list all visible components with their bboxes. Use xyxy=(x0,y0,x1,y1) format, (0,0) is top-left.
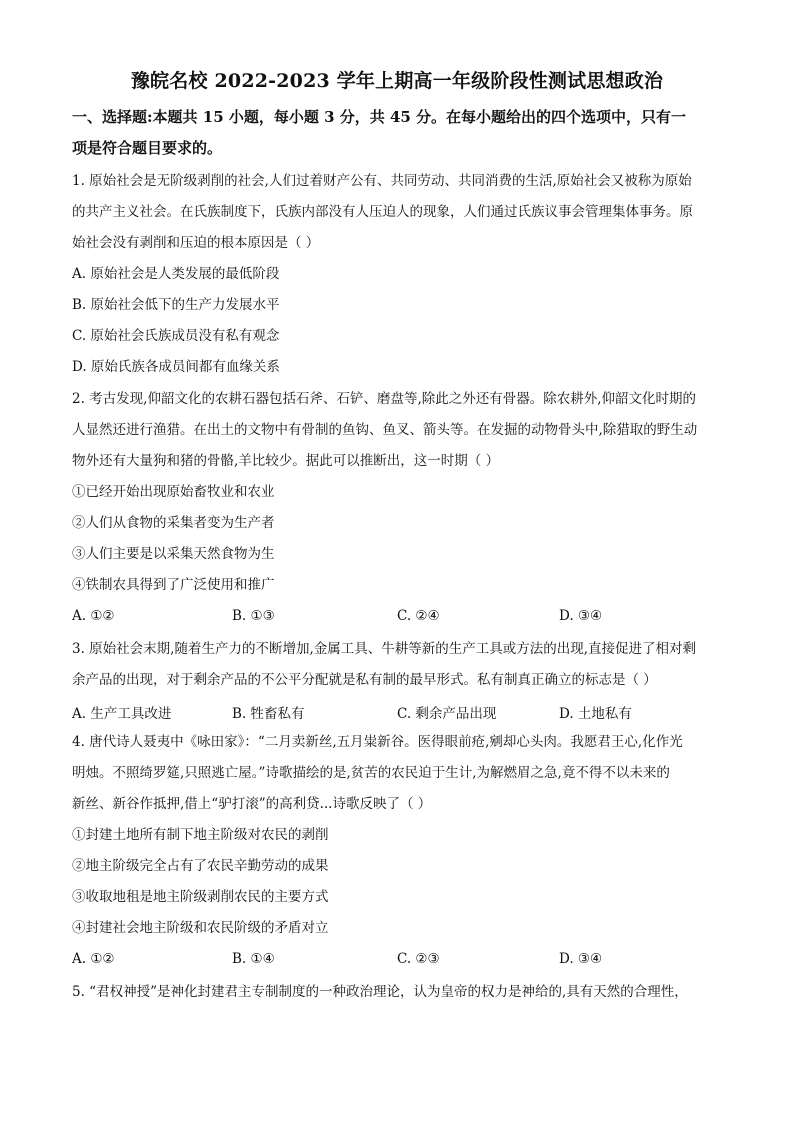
question-text: 余产品的出现，对于剩余产品的不公平分配就是私有制的最早形式。私有制真正确立的标志是（ ） xyxy=(72,672,657,688)
option-b: B. ①③ xyxy=(232,608,275,624)
statement-1: ①封建土地所有制下地主阶级对农民的剥削 xyxy=(72,827,329,843)
option-b: B. 原始社会低下的生产力发展水平 xyxy=(72,297,280,313)
question-text: 明烛。不照绮罗筵,只照逃亡屋。”诗歌描绘的是,贫苦的农民迫于生计,为解燃眉之急,竟不得不以未来的 xyxy=(72,765,670,781)
option-row xyxy=(72,702,732,720)
question-text: 新丝、新谷作抵押,借上“驴打滚”的高利贷...诗歌反映了（ ） xyxy=(72,796,432,812)
option-b: B. 牲畜私有 xyxy=(232,706,305,722)
statement-3: ③人们主要是以采集天然食物为生 xyxy=(72,546,275,562)
option-d: D. ③④ xyxy=(559,608,603,624)
section-heading-line: 项是符合题目要求的。 xyxy=(72,139,223,157)
option-row xyxy=(72,951,732,969)
option-d: D. 原始氏族各成员间都有血缘关系 xyxy=(72,359,280,375)
question-text: 人显然还进行渔猎。在出土的文物中有骨制的鱼钩、鱼叉、箭头等。在发掘的动物骨头中,除猎取的野生动 xyxy=(72,422,698,438)
question-text: 物外还有大量狗和猪的骨骼,羊比较少。据此可以推断出，这一时期（ ） xyxy=(72,453,500,469)
statement-4: ④铁制农具得到了广泛使用和推广 xyxy=(72,577,275,593)
statement-1: ①已经开始出现原始畜牧业和农业 xyxy=(72,484,275,500)
option-row xyxy=(72,608,732,626)
question-text: 1. 原始社会是无阶级剥削的社会,人们过着财产公有、共同劳动、共同消费的生活,原始社会又被称为原始 xyxy=(72,173,692,189)
question-text: 3. 原始社会末期,随着生产力的不断增加,金属工具、牛耕等新的生产工具或方法的出现,直接促进了相对剩 xyxy=(72,641,697,657)
option-a: A. 原始社会是人类发展的最低阶段 xyxy=(72,266,280,282)
option-c: C. 剩余产品出现 xyxy=(397,706,497,722)
option-c: C. 原始社会氏族成员没有私有观念 xyxy=(72,328,280,344)
statement-4: ④封建社会地主阶级和农民阶级的矛盾对立 xyxy=(72,920,329,936)
statement-3: ③收取地租是地主阶级剥削农民的主要方式 xyxy=(72,889,329,905)
question-text: 的共产主义社会。在氏族制度下，氏族内部没有人压迫人的现象，人们通过氏族议事会管理集体事务。原 xyxy=(72,204,693,220)
question-text: 5. “君权神授”是神化封建君主专制制度的一种政治理论，认为皇帝的权力是神给的,具有天然的合理性， xyxy=(72,984,688,1000)
option-b: B. ①④ xyxy=(232,951,275,967)
option-a: A. ①② xyxy=(72,951,115,967)
question-text: 4. 唐代诗人聂夷中《咏田家》：“二月卖新丝,五月粜新谷。医得眼前疮,剜却心头肉。我愿君王心,化作光 xyxy=(72,734,683,750)
statement-2: ②地主阶级完全占有了农民辛勤劳动的成果 xyxy=(72,858,329,874)
option-c: C. ②③ xyxy=(397,951,440,967)
statement-2: ②人们从食物的采集者变为生产者 xyxy=(72,515,275,531)
option-d: D. ③④ xyxy=(559,951,603,967)
option-d: D. 土地私有 xyxy=(559,706,632,722)
question-text: 2. 考古发现,仰韶文化的农耕石器包括石斧、石铲、磨盘等,除此之外还有骨器。除农耕外,仰韶文化时期的 xyxy=(72,391,697,407)
option-a: A. ①② xyxy=(72,608,115,624)
question-text: 始社会没有剥削和压迫的根本原因是（ ） xyxy=(72,235,320,251)
page-title: 豫皖名校 2022-2023 学年上期高一年级阶段性测试思想政治 xyxy=(130,70,664,92)
option-a: A. 生产工具改进 xyxy=(72,706,172,722)
section-heading-line: 一、选择题:本题共 15 小题，每小题 3 分，共 45 分。在每小题给出的四个选项中，只有一 xyxy=(72,108,687,126)
option-c: C. ②④ xyxy=(397,608,440,624)
